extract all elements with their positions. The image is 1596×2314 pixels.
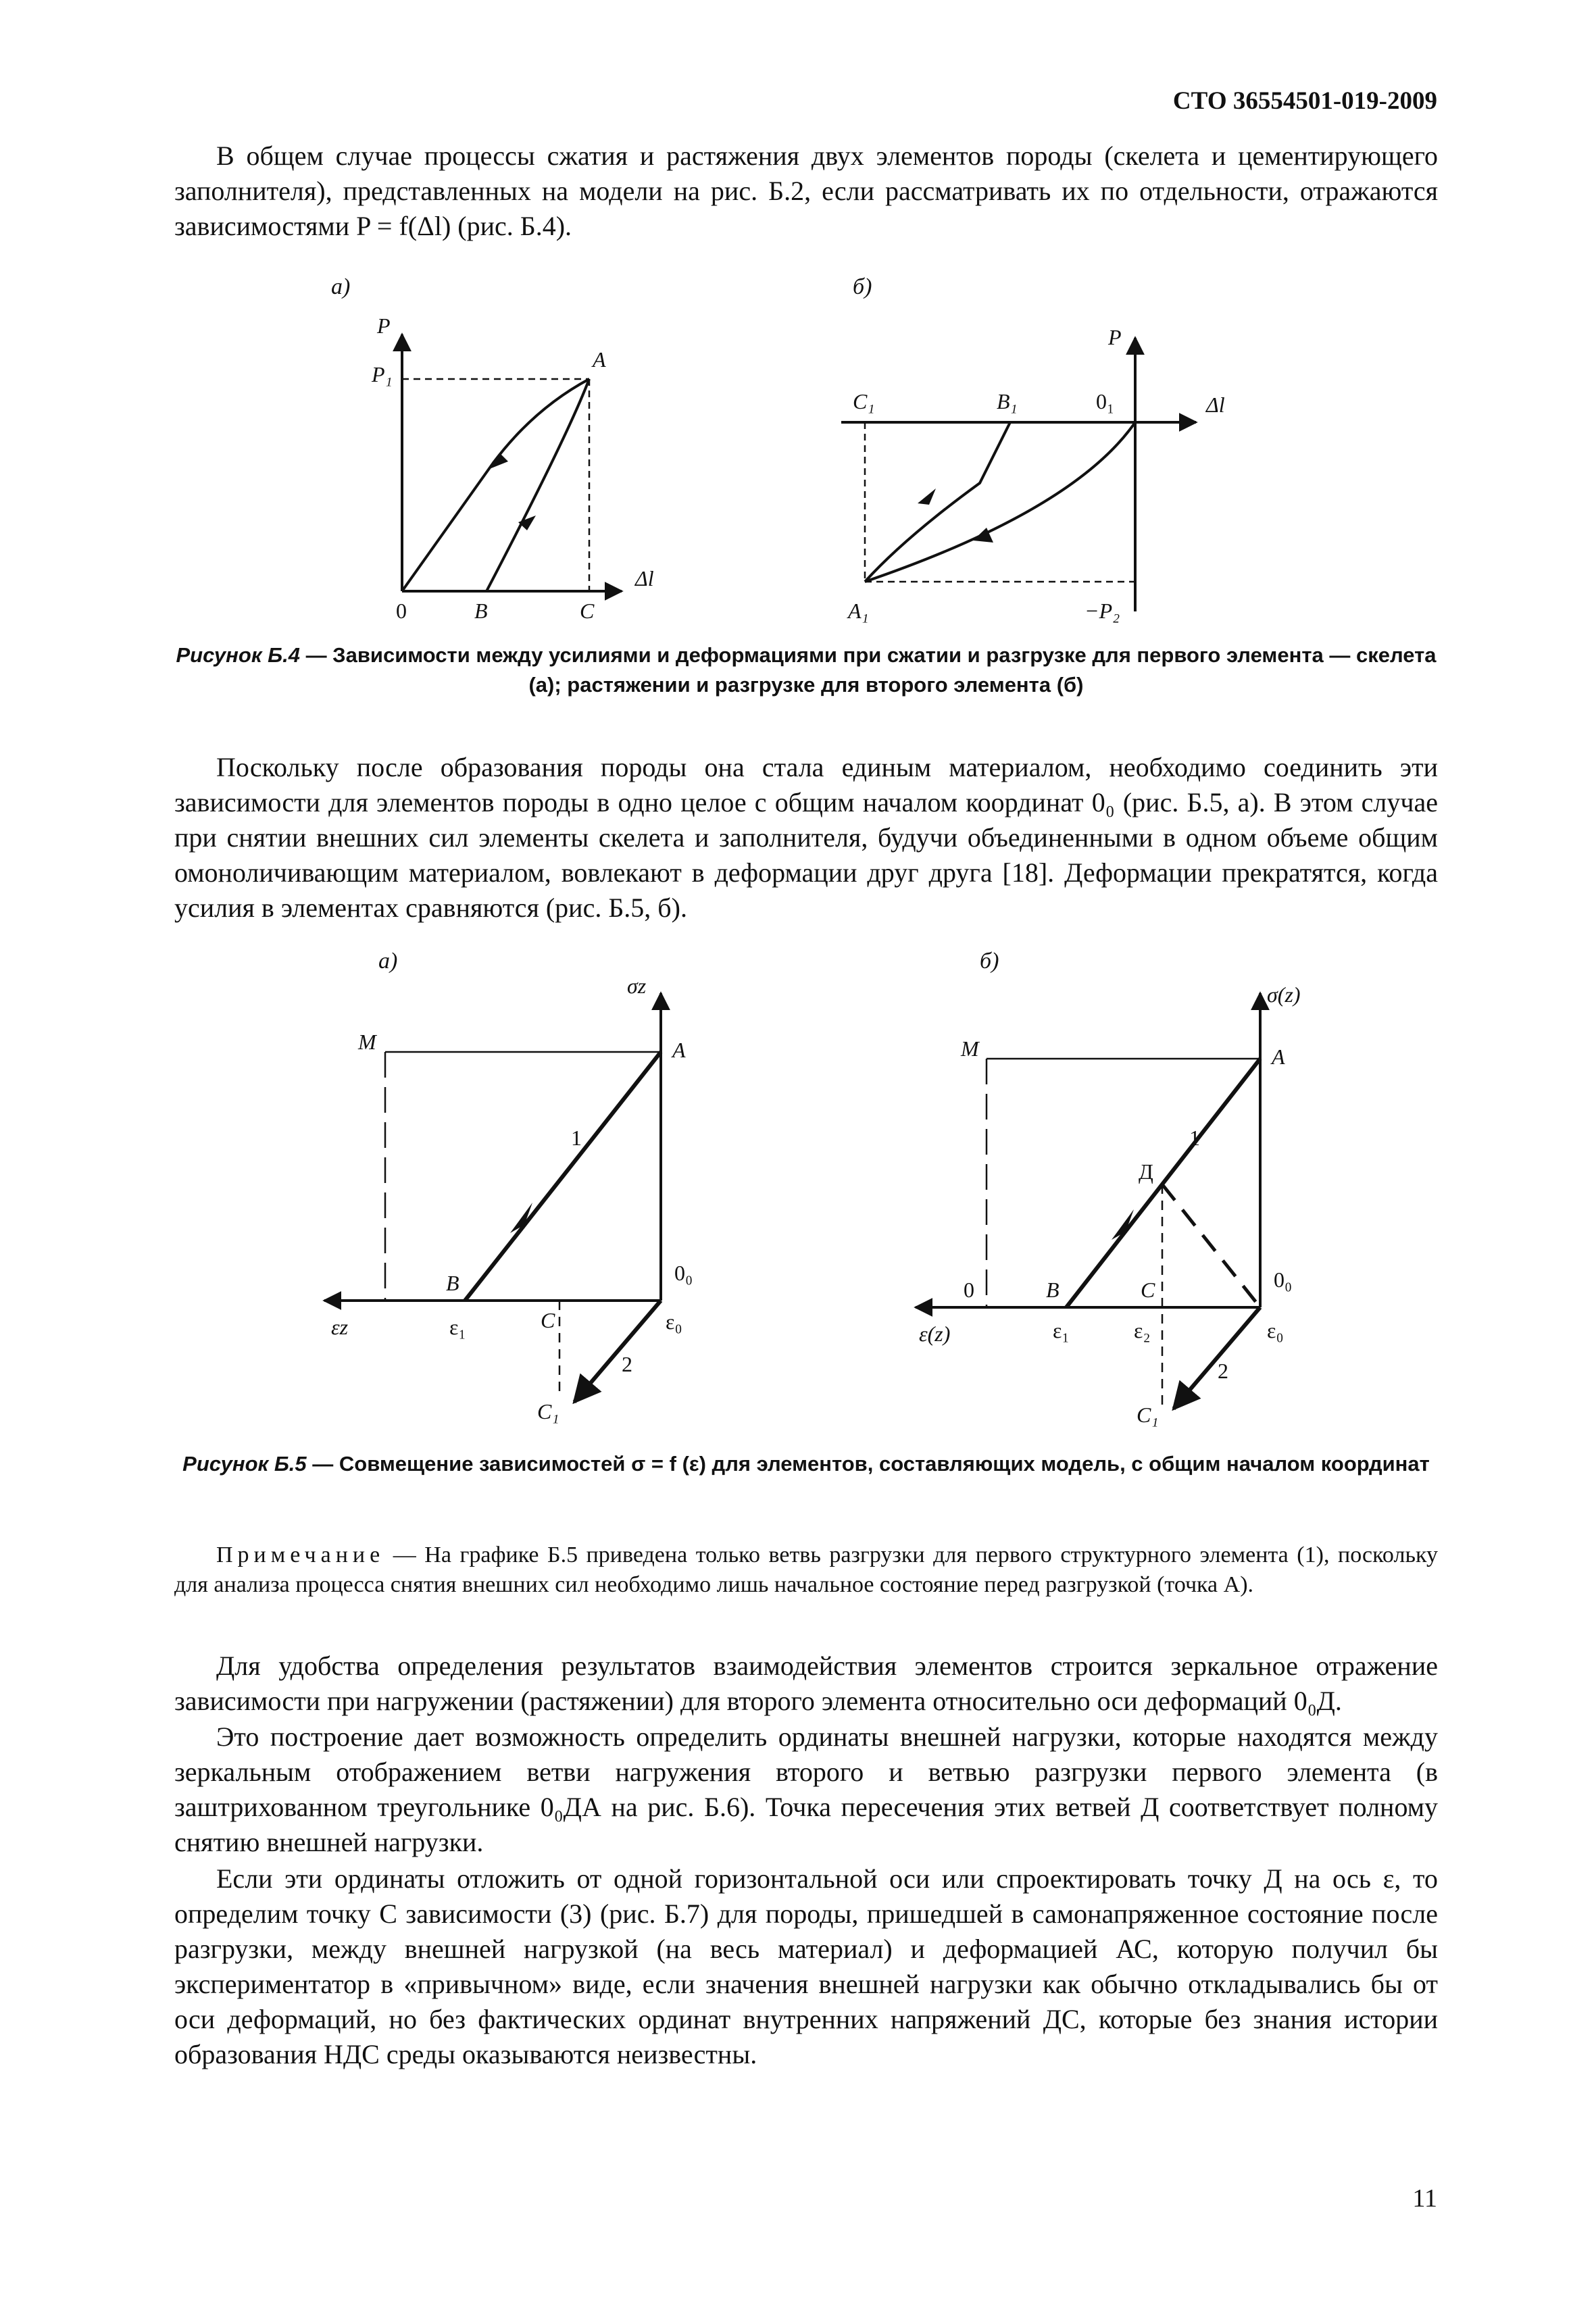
paragraph-3-text: Для удобства определения результатов взаимодействия элементов строится зеркальное отражение зависимости при нагружении (растяжении) для второго элемента относительно оси деформаций 0₀Д. <box>174 1651 1438 1716</box>
note-label: Примечание <box>216 1542 385 1567</box>
note-text: — На графике Б.5 приведена только ветвь разгрузки для первого структурного элемента (1), поскольку для анализа процесса снятия внешних сил необходимо лишь начальное состояние перед разгрузкой (точка А). <box>174 1542 1438 1597</box>
fig-b4b-point-a1: A₁ <box>848 599 869 623</box>
fig-b4a-loading-curve <box>402 379 589 591</box>
fig-b4b-point-b1: B₁ <box>997 389 1018 413</box>
paragraph-4-text: Это построение дает возможность определить ординаты внешней нагрузки, которые находятся между зеркальным отображением ветви нагружения второго и ветвью разгрузки первого элемента (в заштрихованном треугольнике 0₀ДА на рис. Б.6). Точка пересечения этих ветвей Д соответствует полному снятию внешней нагрузки. <box>174 1721 1438 1857</box>
fig-b5a-point-c: C <box>541 1308 555 1332</box>
fig-b5b-label: б) <box>980 949 999 974</box>
paragraph-5 <box>174 1861 1438 2072</box>
fig-b4a-origin: 0 <box>396 599 407 623</box>
fig-b5a-point-b: B <box>446 1271 459 1295</box>
fig-b5a-eps0: ε₀ <box>666 1309 682 1334</box>
fig-b5b-x-label: ε(z) <box>919 1322 951 1346</box>
figure-b5-caption-lead: Рисунок Б.5 <box>182 1452 307 1476</box>
fig-b5b-dashed-d <box>1162 1184 1260 1307</box>
fig-b5b-point-c: C <box>1141 1278 1155 1302</box>
fig-b5b-line-1-label: 1 <box>1189 1126 1200 1150</box>
paragraph-2-text: Поскольку после образования породы она стала единым материалом, необходимо соединить эти зависимости для элементов породы в одно целое с общим началом координат 0₀ (рис. Б.5, а). В этом случае при снятии внешних сил элементы скелета и заполнителя, будучи объединенными в одном объеме общим омоноличивающим материалом, вовлекают в деформации друг друга [18]. Деформации прекратятся, когда усилия в элементах сравняются (рис. Б.5, б). <box>174 752 1438 923</box>
fig-b4a-y-label: P <box>377 313 391 338</box>
fig-b5a-point-a: A <box>672 1038 686 1062</box>
paragraph-1 <box>174 139 1438 244</box>
paragraph-1-text: В общем случае процессы сжатия и растяжения двух элементов породы (скелета и цементирующего заполнителя), представленных на модели на рис. Б.2, если рассматривать их по отдельности, отражаются зависимостями P = f(Δl) (рис. Б.4). <box>174 141 1438 241</box>
fig-b5a-line-1 <box>465 1052 661 1301</box>
figure-b5-caption-text: — Совмещение зависимостей σ = f (ε) для элементов, составляющих модель, с общим началом координат <box>306 1452 1430 1476</box>
fig-b5a-point-m: M <box>358 1030 376 1054</box>
figure-b4-caption <box>174 640 1438 700</box>
fig-b5b-eps2: ε₂ <box>1134 1318 1151 1342</box>
fig-b5b-point-m: M <box>961 1036 979 1061</box>
page-number: 11 <box>1412 2184 1437 2213</box>
fig-b4b-y-label: P <box>1108 325 1122 349</box>
fig-b4b-point-c1: C₁ <box>853 389 875 413</box>
paragraph-2 <box>174 750 1438 926</box>
fig-b5b-origin: 0 <box>964 1278 974 1302</box>
figure-b5 <box>304 942 1331 1442</box>
fig-b4a-label: а) <box>331 274 351 299</box>
fig-b4a-unloading-curve <box>487 379 589 591</box>
fig-b4b-neg-p2: −P₂ <box>1084 599 1120 623</box>
fig-b5b-point-d: Д <box>1139 1159 1153 1184</box>
figure-b4-caption-lead: Рисунок Б.4 <box>176 643 300 667</box>
paragraph-5-text: Если эти ординаты отложить от одной горизонтальной оси или спроектировать точку Д на ось ε, то определим точку С зависимости (3) (рис. Б.7) для породы, пришедшей в самонапряженное состояние после разгрузки, между внешней нагрузкой (на весь материал) и деформацией АС, которую получил бы экспериментатор в «привычном» виде, если значения внешней нагрузки как обычно откладывались бы от оси деформаций, но без фактических ординат внутренних напряжений ДС, которые без знания истории образования НДС среды оказываются неизвестны. <box>174 1863 1438 2069</box>
fig-b4b-loading-curve <box>865 422 1010 582</box>
fig-b5b-y-label: σ(z) <box>1267 982 1301 1007</box>
figure-b4 <box>297 274 1230 638</box>
fig-b5b-eps0: ε₀ <box>1267 1318 1284 1342</box>
document-code: СТО 36554501-019-2009 <box>1172 87 1437 115</box>
fig-b5a-line-2-label: 2 <box>622 1352 632 1376</box>
fig-b5a-label: а) <box>378 949 398 974</box>
paragraph-4 <box>174 1719 1438 1860</box>
fig-b5b-eps1: ε₁ <box>1053 1318 1070 1342</box>
figure-b4-caption-text: — Зависимости между усилиями и деформациями при сжатии и разгрузке для первого элемента — скелета (а); растяжении и разгрузке для второго элемента (б) <box>299 643 1437 697</box>
fig-b4b-point-01: 0₁ <box>1096 389 1115 413</box>
fig-b5a-line-2 <box>574 1301 661 1402</box>
fig-b5a-eps1: ε₁ <box>449 1315 466 1339</box>
fig-b4a-arrow-down <box>518 515 536 530</box>
fig-b5a-point-00: 0₀ <box>674 1261 693 1285</box>
fig-b4b-arrow-up <box>918 488 936 505</box>
fig-b5b-point-00: 0₀ <box>1274 1267 1293 1292</box>
fig-b5b-point-a: A <box>1272 1045 1285 1069</box>
figure-b5-caption <box>174 1449 1438 1479</box>
fig-b5a-y-label: σz <box>627 974 647 998</box>
paragraph-3 <box>174 1649 1438 1719</box>
fig-b5a-x-label: εz <box>331 1315 349 1339</box>
fig-b5a-line-1-label: 1 <box>571 1126 582 1150</box>
fig-b5a-point-c1: C₁ <box>537 1399 559 1424</box>
fig-b4a-p1-label: P₁ <box>372 362 393 386</box>
fig-b5b-line-2 <box>1174 1307 1260 1409</box>
fig-b5b-point-c1: C₁ <box>1137 1403 1159 1427</box>
fig-b5b-point-b: B <box>1046 1278 1059 1302</box>
note <box>174 1540 1438 1600</box>
fig-b4a-x-label: Δl <box>635 566 654 590</box>
fig-b4a-point-a: A <box>593 347 606 372</box>
fig-b5b-line-2-label: 2 <box>1218 1359 1228 1383</box>
fig-b4b-label: б) <box>853 274 872 299</box>
fig-b4a-point-c: C <box>580 599 595 623</box>
fig-b4a-point-b: B <box>474 599 488 623</box>
fig-b4b-x-label: Δl <box>1206 393 1225 417</box>
fig-b4b-unloading-curve <box>865 422 1135 582</box>
